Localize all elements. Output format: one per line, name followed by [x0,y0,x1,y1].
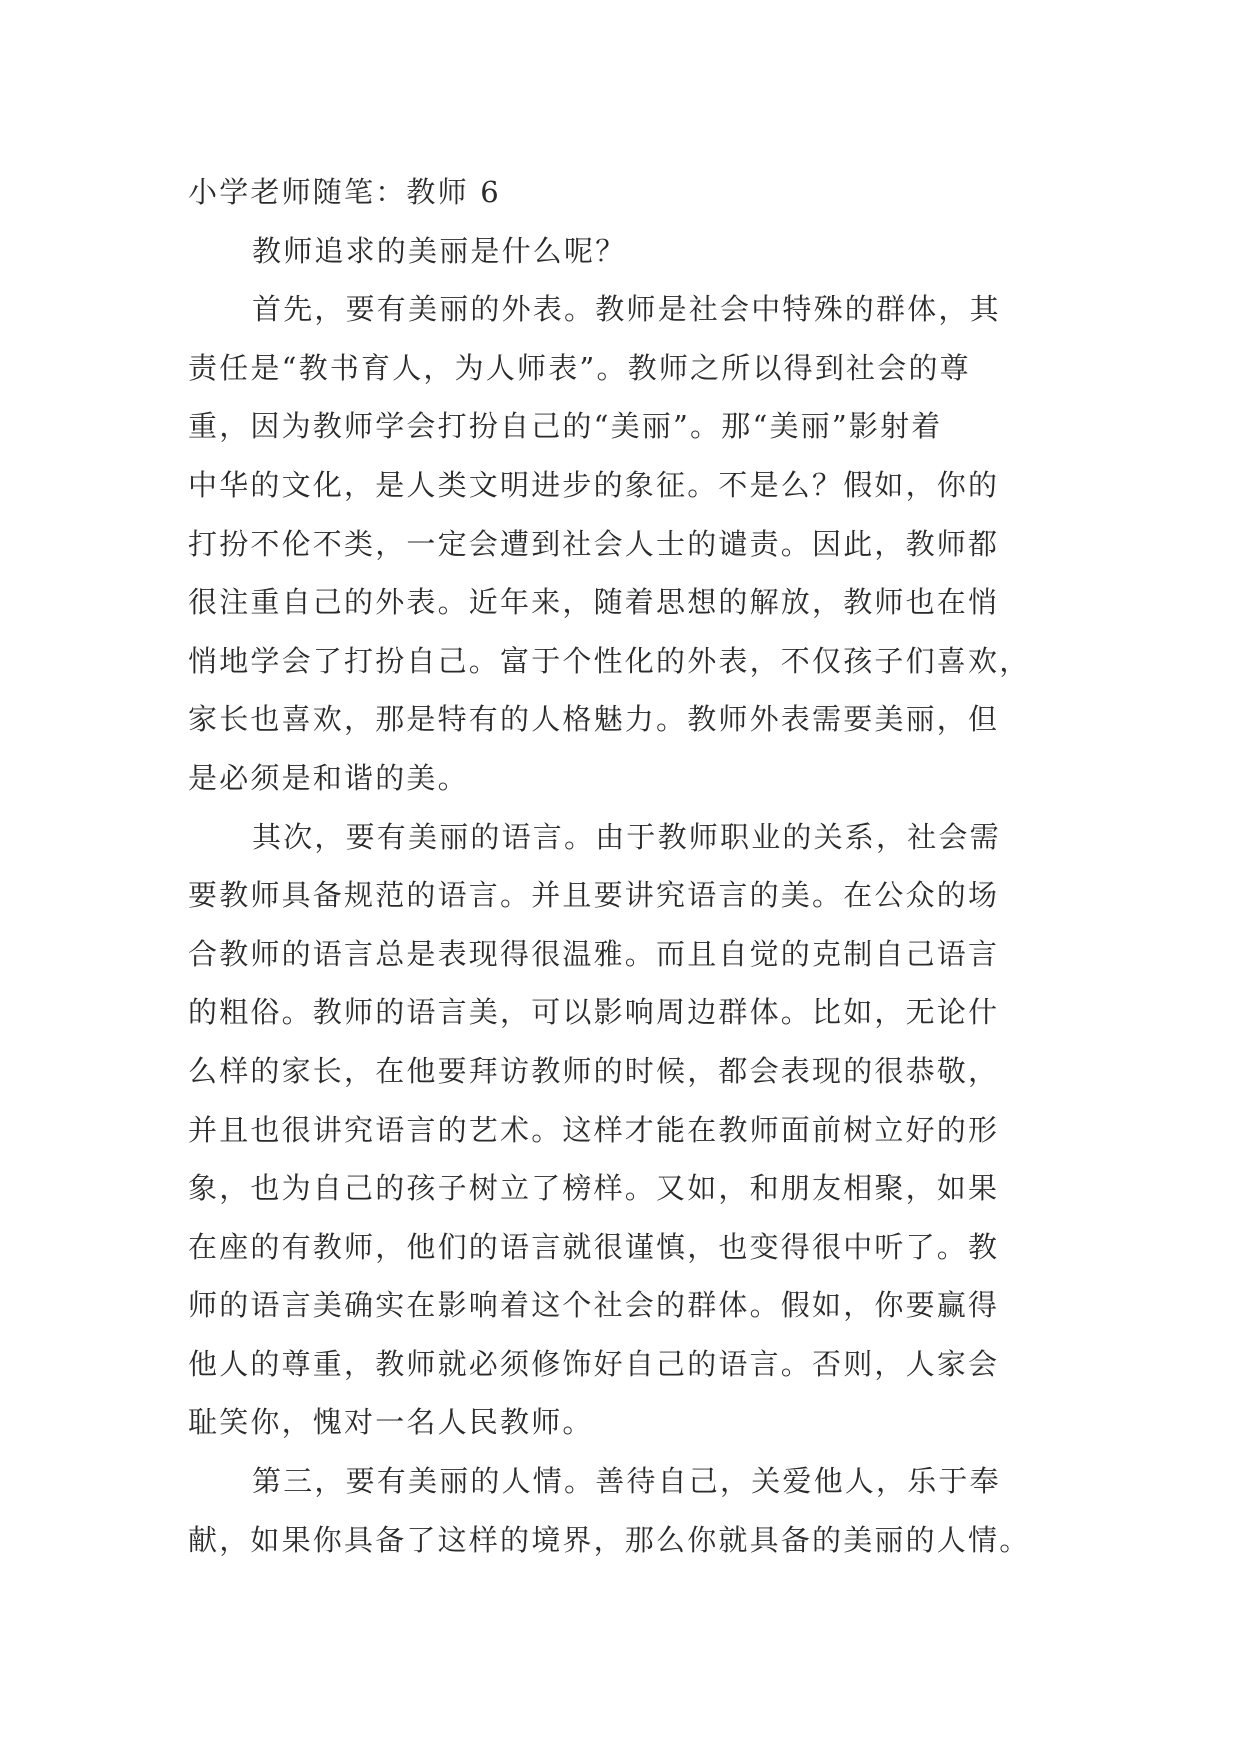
paragraph-line: 家长也喜欢，那是特有的人格魅力。教师外表需要美丽，但 [188,702,1000,737]
paragraph-4 [188,1452,1054,1569]
paragraph-line: 首先，要有美丽的外表。教师是社会中特殊的群体，其 [252,292,1001,327]
paragraph-line: 耻笑你，愧对一名人民教师。 [188,1405,594,1440]
paragraph-line: 责任是“教书育人，为人师表”。教师之所以得到社会的尊 [188,350,971,385]
paragraph-line: 合教师的语言总是表现得很温雅。而且自觉的克制自己语言 [188,936,1000,971]
paragraph-line: 的粗俗。教师的语言美，可以影响周边群体。比如，无论什 [188,995,1000,1030]
paragraph-line: 在座的有教师，他们的语言就很谨慎，也变得很中听了。教 [188,1229,1000,1264]
paragraph-line: 师的语言美确实在影响着这个社会的群体。假如，你要赢得 [188,1288,1000,1323]
paragraph-2 [188,280,1054,807]
document-title: 小学老师随笔：教师 6 [188,175,501,209]
paragraph-line: 献，如果你具备了这样的境界，那么你就具备的美丽的人情。 [188,1522,1031,1557]
paragraph-line: 悄地学会了打扮自己。富于个性化的外表，不仅孩子们喜欢， [188,643,1031,678]
paragraph-line: 重，因为教师学会打扮自己的“美丽”。那“美丽”影射着 [188,409,943,444]
paragraph-line: 其次，要有美丽的语言。由于教师职业的关系，社会需 [252,819,1001,854]
paragraph-3 [188,808,1054,1453]
paragraph-line: 是必须是和谐的美。 [188,760,469,795]
paragraph-line: 中华的文化，是人类文明进步的象征。不是么？假如，你的 [188,467,1000,502]
paragraph-line: 要教师具备规范的语言。并且要讲究语言的美。在公众的场 [188,878,1000,913]
paragraph-line: 很注重自己的外表。近年来，随着思想的解放，教师也在悄 [188,585,1000,620]
paragraph-line: 么样的家长，在他要拜访教师的时候，都会表现的很恭敬， [188,1053,1000,1088]
paragraph-line: 并且也很讲究语言的艺术。这样才能在教师面前树立好的形 [188,1112,1000,1147]
paragraph-line: 他人的尊重，教师就必须修饰好自己的语言。否则，人家会 [188,1346,1000,1381]
paragraph-line: 打扮不伦不类，一定会遭到社会人士的谴责。因此，教师都 [188,526,1000,561]
paragraph-1 [188,222,1054,281]
paragraph-line: 教师追求的美丽是什么呢？ [252,233,627,268]
paragraph-line: 第三，要有美丽的人情。善待自己，关爱他人，乐于奉 [252,1464,1001,1499]
paragraph-line: 象，也为自己的孩子树立了榜样。又如，和朋友相聚，如果 [188,1171,1000,1206]
document-body [188,163,1054,1569]
